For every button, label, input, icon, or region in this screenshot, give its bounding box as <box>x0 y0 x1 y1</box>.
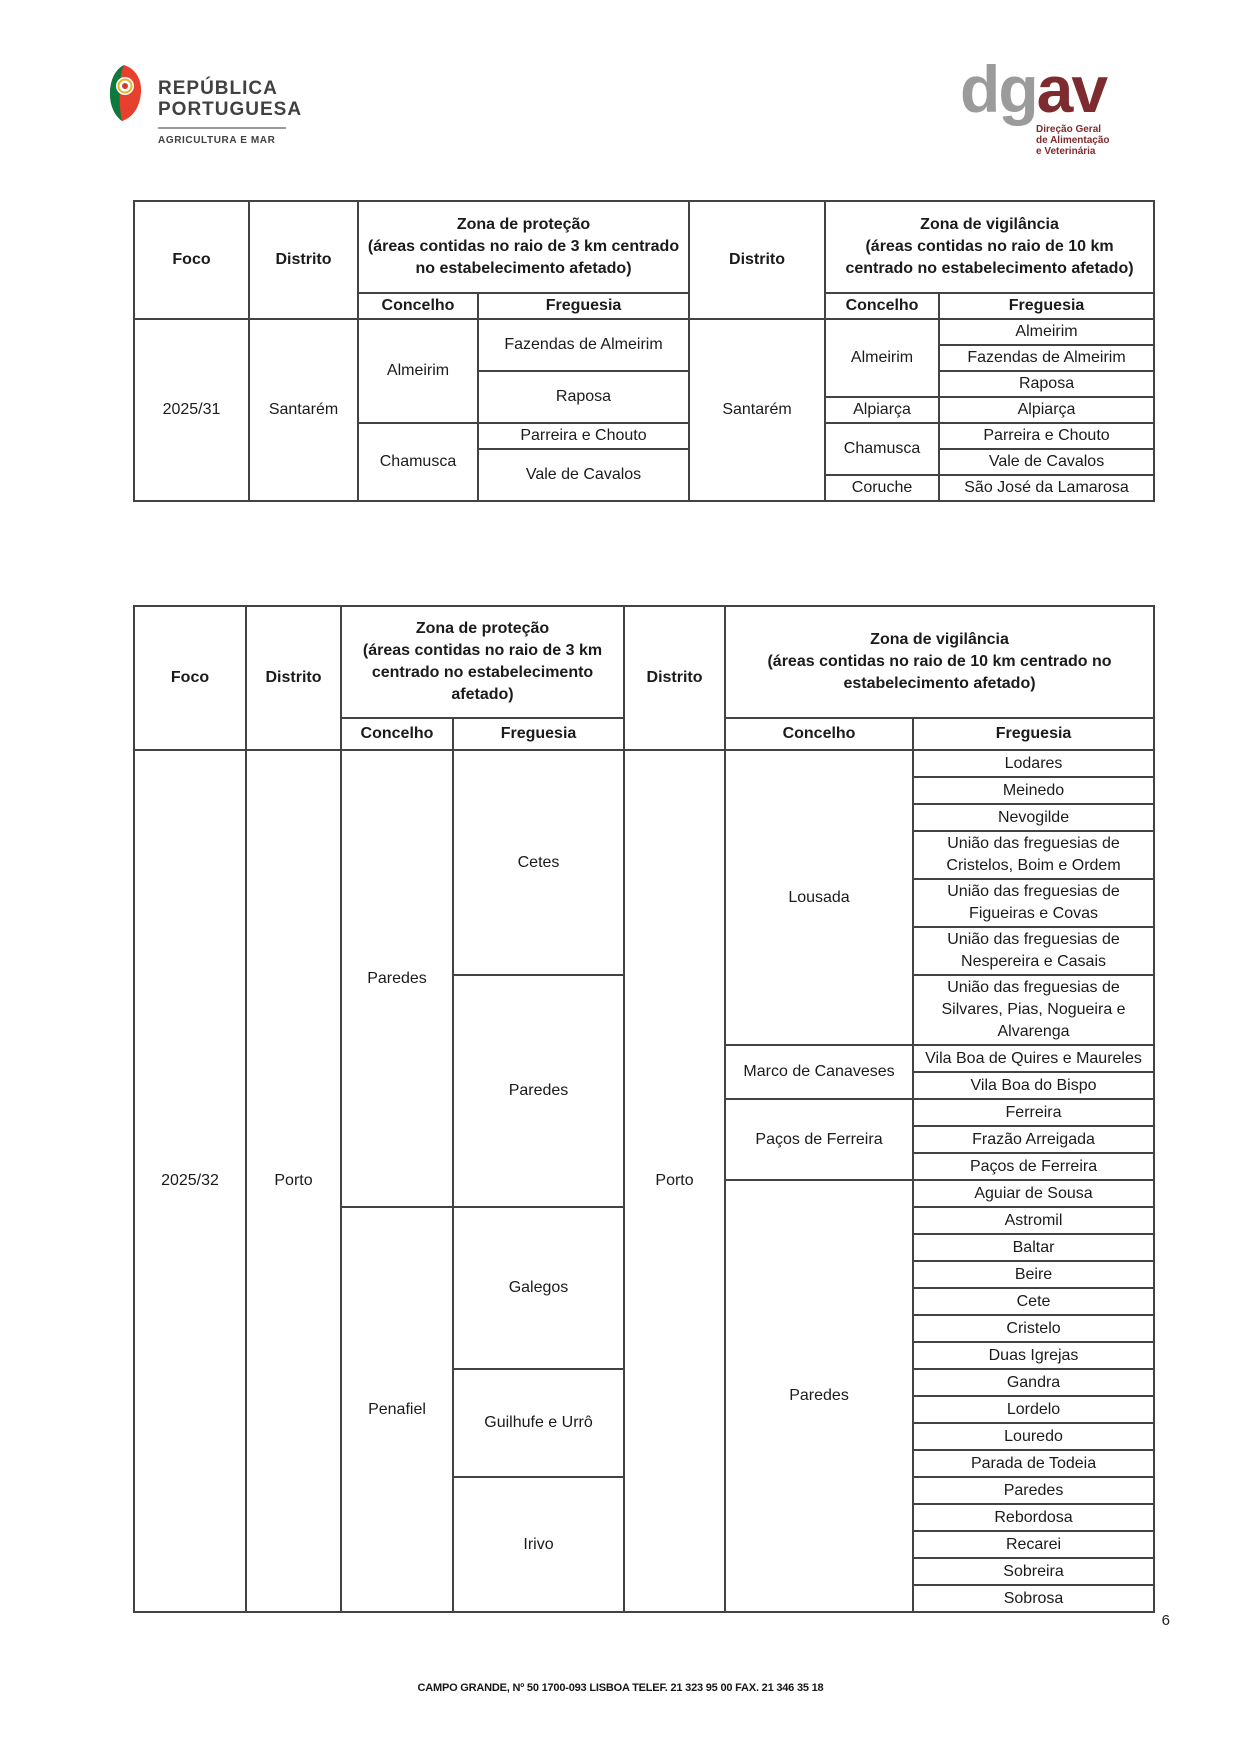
gov-logo-divider <box>158 127 286 129</box>
freguesia-cell: Raposa <box>478 371 689 423</box>
foco-cell: 2025/32 <box>134 750 246 1612</box>
freguesia-cell: Rebordosa <box>913 1504 1154 1531</box>
t1-vigilancia-freguesia-header: Freguesia <box>939 293 1154 319</box>
t2-header-distrito-protecao: Distrito <box>246 606 341 750</box>
freguesia-cell: Guilhufe e Urrô <box>453 1369 624 1477</box>
freguesia-cell: Astromil <box>913 1207 1154 1234</box>
t2-header-zona-protecao <box>341 606 624 718</box>
freguesia-cell: Almeirim <box>939 319 1154 345</box>
table-outbreak-2025-32 <box>133 605 1155 1613</box>
freguesia-cell: Frazão Arreigada <box>913 1126 1154 1153</box>
page-number: 6 <box>1161 1612 1170 1629</box>
zona-vigilancia-title: Zona de vigilância <box>870 631 1009 648</box>
gov-logo-line2: PORTUGUESA <box>158 99 303 120</box>
table-outbreak-2025-31 <box>133 200 1155 502</box>
t2-vigilancia-concelho-header: Concelho <box>725 718 913 750</box>
t2-protecao-freguesia-header: Freguesia <box>453 718 624 750</box>
zona-protecao-title: Zona de proteção <box>415 620 550 637</box>
concelho-cell: Paredes <box>341 750 453 1207</box>
table-row <box>134 606 1154 718</box>
zona-protecao-subtitle: (áreas contidas no raio de 3 km centrado no estabelecimento afetado) <box>362 642 603 703</box>
freguesia-cell: Gandra <box>913 1369 1154 1396</box>
t2-vigilancia-freguesia-header: Freguesia <box>913 718 1154 750</box>
concelho-cell: Paredes <box>725 1180 913 1612</box>
t2-protecao-concelho-header: Concelho <box>341 718 453 750</box>
freguesia-cell: Sobrosa <box>913 1585 1154 1612</box>
freguesia-cell: Paredes <box>453 975 624 1207</box>
freguesia-cell: Baltar <box>913 1234 1154 1261</box>
freguesia-cell: Fazendas de Almeirim <box>478 319 689 371</box>
freguesia-cell: Beire <box>913 1261 1154 1288</box>
t1-protecao-concelho-header: Concelho <box>358 293 478 319</box>
concelho-cell: Marco de Canaveses <box>725 1045 913 1099</box>
freguesia-cell: Cetes <box>453 750 624 975</box>
freguesia-cell: Cristelo <box>913 1315 1154 1342</box>
freguesia-cell: Vila Boa de Quires e Maureles <box>913 1045 1154 1072</box>
freguesia-cell: União das freguesias de Cristelos, Boim e Ordem <box>913 831 1154 879</box>
freguesia-cell: Irivo <box>453 1477 624 1612</box>
distrito-cell: Santarém <box>249 319 358 501</box>
freguesia-cell: Alpiarça <box>939 397 1154 423</box>
freguesia-cell: Vale de Cavalos <box>939 449 1154 475</box>
t2-header-foco: Foco <box>134 606 246 750</box>
freguesia-cell: Raposa <box>939 371 1154 397</box>
dgav-red-letters: av <box>1036 52 1107 126</box>
freguesia-cell: Lodares <box>913 750 1154 777</box>
freguesia-cell: Sobreira <box>913 1558 1154 1585</box>
concelho-cell: Coruche <box>825 475 939 501</box>
gov-logo-line1: REPÚBLICA <box>158 78 278 99</box>
t1-header-distrito-protecao: Distrito <box>249 201 358 319</box>
freguesia-cell: União das freguesias de Nespereira e Casais <box>913 927 1154 975</box>
footer-address: CAMPO GRANDE, Nº 50 1700-093 LISBOA TELEF. 21 323 95 00 FAX. 21 346 35 18 <box>417 1682 824 1694</box>
freguesia-cell: Galegos <box>453 1207 624 1369</box>
gov-logo-subtitle: AGRICULTURA E MAR <box>158 135 276 146</box>
t1-vigilancia-concelho-header: Concelho <box>825 293 939 319</box>
concelho-cell: Almeirim <box>358 319 478 423</box>
distrito-cell: Porto <box>246 750 341 1612</box>
table-row <box>134 201 1154 293</box>
dgav-wordmark <box>960 52 1170 126</box>
freguesia-cell: Parreira e Chouto <box>939 423 1154 449</box>
freguesia-cell: Vila Boa do Bispo <box>913 1072 1154 1099</box>
concelho-cell: Lousada <box>725 750 913 1045</box>
freguesia-cell: Lordelo <box>913 1396 1154 1423</box>
table-row <box>134 750 1154 777</box>
concelho-cell: Penafiel <box>341 1207 453 1612</box>
freguesia-cell: Nevogilde <box>913 804 1154 831</box>
t1-header-distrito-vigilancia: Distrito <box>689 201 825 319</box>
dgav-subtitle <box>1036 124 1110 157</box>
freguesia-cell: Vale de Cavalos <box>478 449 689 501</box>
dgav-logo <box>960 52 1170 166</box>
freguesia-cell: Louredo <box>913 1423 1154 1450</box>
freguesia-cell: Meinedo <box>913 777 1154 804</box>
freguesia-cell: Paredes <box>913 1477 1154 1504</box>
freguesia-cell: Fazendas de Almeirim <box>939 345 1154 371</box>
freguesia-cell: Parada de Todeia <box>913 1450 1154 1477</box>
dgav-gray-letters: dg <box>960 52 1037 126</box>
table-row <box>134 319 1154 345</box>
t1-protecao-freguesia-header: Freguesia <box>478 293 689 319</box>
freguesia-cell: Cete <box>913 1288 1154 1315</box>
foco-cell: 2025/31 <box>134 319 249 501</box>
t1-header-zona-protecao <box>358 201 689 293</box>
t1-header-foco: Foco <box>134 201 249 319</box>
zona-vigilancia-title: Zona de vigilância <box>920 216 1059 233</box>
freguesia-cell: Parreira e Chouto <box>478 423 689 449</box>
zona-protecao-subtitle: (áreas contidas no raio de 3 km centrado no estabelecimento afetado) <box>367 238 680 277</box>
concelho-cell: Almeirim <box>825 319 939 397</box>
concelho-cell: Chamusca <box>358 423 478 501</box>
t2-header-distrito-vigilancia: Distrito <box>624 606 725 750</box>
freguesia-cell: Ferreira <box>913 1099 1154 1126</box>
freguesia-cell: Aguiar de Sousa <box>913 1180 1154 1207</box>
freguesia-cell: União das freguesias de Figueiras e Covas <box>913 879 1154 927</box>
concelho-cell: Paços de Ferreira <box>725 1099 913 1180</box>
zona-protecao-title: Zona de proteção <box>456 216 591 233</box>
concelho-cell: Chamusca <box>825 423 939 475</box>
gov-logo-text <box>158 64 302 146</box>
freguesia-cell: Duas Igrejas <box>913 1342 1154 1369</box>
dgav-subtitle-line2: de Alimentação <box>1036 135 1110 146</box>
dgav-subtitle-line1: Direção Geral <box>1036 124 1102 135</box>
concelho-cell: Alpiarça <box>825 397 939 423</box>
zona-vigilancia-subtitle: (áreas contidas no raio de 10 km centrado no estabelecimento afetado) <box>767 653 1112 692</box>
freguesia-cell: São José da Lamarosa <box>939 475 1154 501</box>
freguesia-cell: Recarei <box>913 1531 1154 1558</box>
freguesia-cell: União das freguesias de Silvares, Pias, Nogueira e Alvarenga <box>913 975 1154 1045</box>
gov-logo <box>108 64 302 146</box>
distrito-cell: Porto <box>624 750 725 1612</box>
freguesia-cell: Paços de Ferreira <box>913 1153 1154 1180</box>
zona-vigilancia-subtitle: (áreas contidas no raio de 10 km centrado no estabelecimento afetado) <box>845 238 1134 277</box>
distrito-cell: Santarém <box>689 319 825 501</box>
t1-header-zona-vigilancia <box>825 201 1154 293</box>
t2-header-zona-vigilancia <box>725 606 1154 718</box>
republica-portuguesa-flag-icon <box>108 64 144 122</box>
dgav-subtitle-line3: e Veterinária <box>1036 146 1096 157</box>
